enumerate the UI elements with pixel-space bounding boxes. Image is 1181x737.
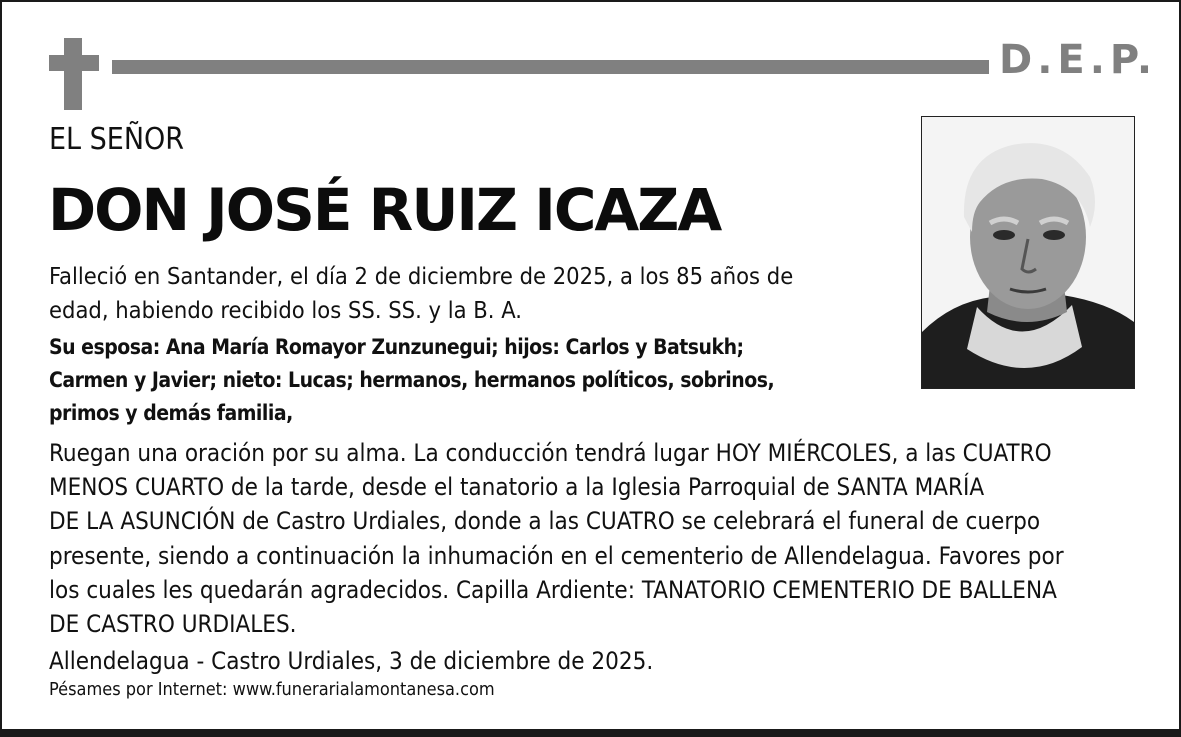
family-paragraph [49, 331, 774, 430]
deceased-name: DON JOSÉ RUIZ ICAZA [48, 176, 721, 244]
header-rule [112, 60, 989, 74]
intro-title: EL SEÑOR [49, 122, 185, 157]
service-line: presente, siendo a continuación la inhumación en el cementerio de Allendelagua. Favores por [49, 541, 1064, 570]
family-line: Carmen y Javier; nieto: Lucas; hermanos, hermanos políticos, sobrinos, [49, 368, 775, 392]
family-line: Su esposa: Ana María Romayor Zunzunegui; hijos: Carlos y Batsukh; [49, 335, 744, 359]
cross-icon-bar [49, 55, 99, 71]
death-paragraph [49, 259, 793, 327]
death-line: edad, habiendo recibido los SS. SS. y la B. A. [49, 296, 522, 324]
service-line: los cuales les quedarán agradecidos. Capilla Ardiente: TANATORIO CEMENTERIO DE BALLENA [49, 575, 1057, 604]
family-line: primos y demás familia, [49, 401, 293, 425]
service-paragraph [49, 436, 1064, 641]
condolences-line: Pésames por Internet: www.funerarialamontanesa.com [49, 679, 495, 700]
place-date: Allendelagua - Castro Urdiales, 3 de diciembre de 2025. [49, 647, 654, 675]
service-line: DE CASTRO URDIALES. [49, 610, 297, 639]
service-line: Ruegan una oración por su alma. La conducción tendrá lugar HOY MIÉRCOLES, a las CUATRO [49, 439, 1052, 467]
cross-icon [64, 38, 82, 110]
service-line: MENOS CUARTO de la tarde, desde el tanatorio a la Iglesia Parroquial de SANTA MARÍA [49, 473, 985, 502]
service-line: DE LA ASUNCIÓN de Castro Urdiales, donde a las CUATRO se celebrará el funeral de cuerpo [49, 507, 1041, 536]
deceased-photo [921, 116, 1135, 389]
dep-label: D.E.P. [999, 37, 1158, 83]
death-line: Falleció en Santander, el día 2 de diciembre de 2025, a los 85 años de [49, 262, 794, 290]
